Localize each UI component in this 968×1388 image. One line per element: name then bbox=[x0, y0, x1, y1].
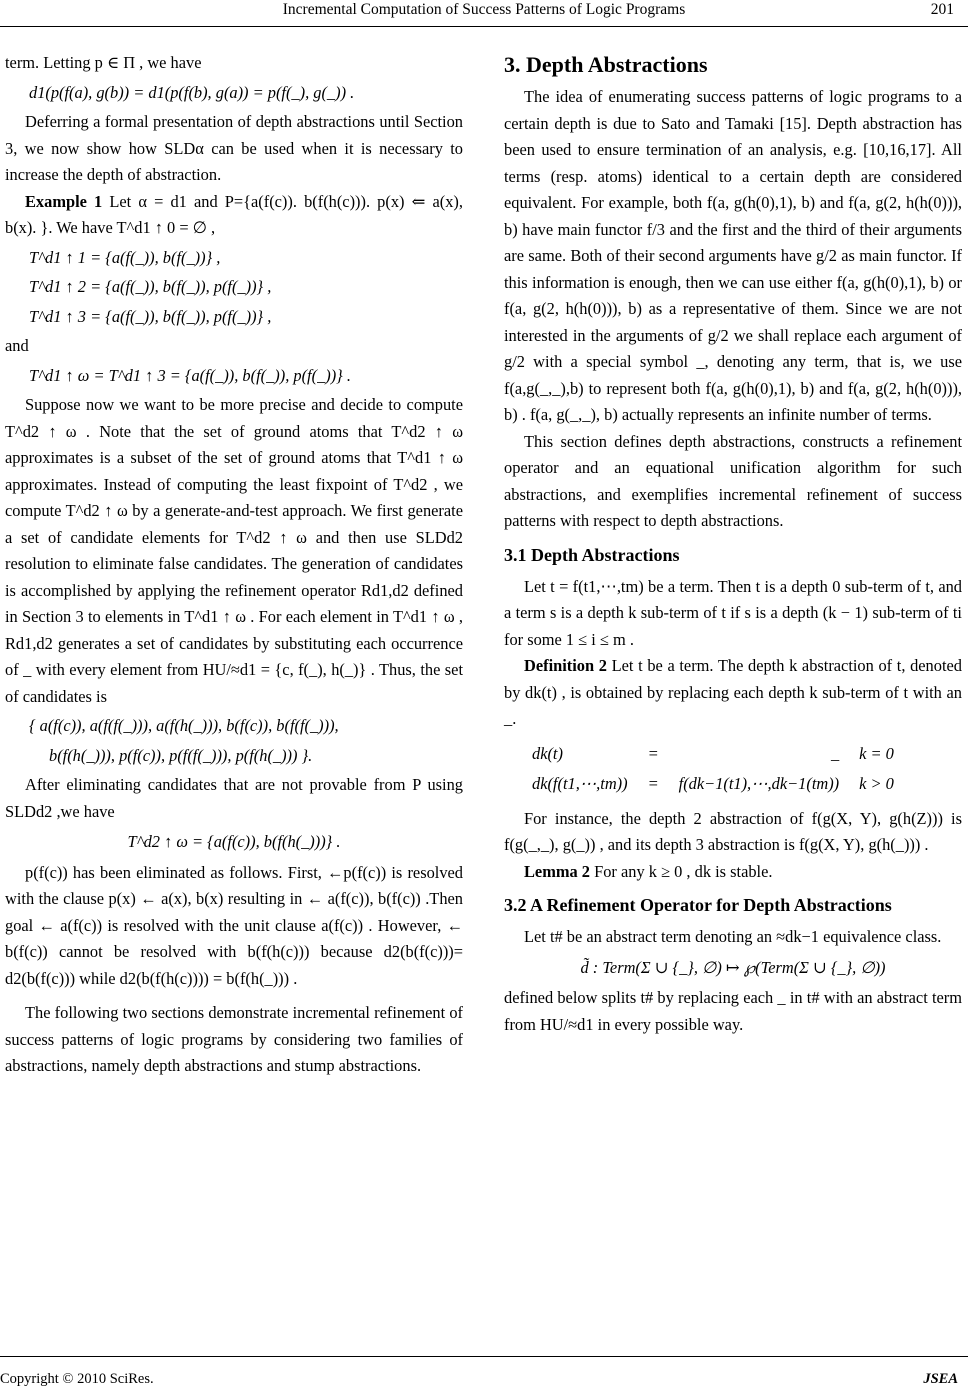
paragraph: This section defines depth abstractions, constructs a refinement operator and an equational unification algorithm for such abstractions, and exemplifies incremental refinement of success patterns with respect to depth abstractions. bbox=[504, 431, 962, 530]
paragraph: Suppose now we want to be more precise and decide to compute T^d2 ↑ ω . Note that the set of ground atoms that T^d2 ↑ ω approximates is a subset of the set of ground atoms that T^d1 ↑ ω approximates. Instead of computing the least fixpoint of T^d2 , we compute T^d2 ↑ ω by a generate-and-test approach. We first generate a set of candidate elements for T^d2 ↑ ω and then use SLDd2 resolution to eliminate false candidates. The generation of candidates is accomplished by applying the refinement operator Rd1,d2 defined in Section 3 to elements in T^d1 ↑ ω . For each element in T^d1 ↑ ω , Rd1,d2 generates a set of candidates by substituting each occurrence of _ with every element from HU/≈d1 = {c, f(_), h(_)} . Thus, the set of candidates is bbox=[5, 395, 463, 706]
table-row bbox=[522, 769, 904, 800]
equation: d1(p(f(a), g(b)) = d1(p(f(b), g(a)) = p(f(_), g(_)) . bbox=[29, 82, 355, 102]
cell: = bbox=[647, 743, 659, 763]
paragraph: term. Letting p ∈ Π , we have bbox=[5, 53, 202, 72]
equation: T^d2 ↑ ω = {a(f(c)), b(f(h(_)))} . bbox=[127, 832, 341, 851]
subsection-heading: 3.1 Depth Abstractions bbox=[504, 544, 680, 565]
definition-table bbox=[522, 739, 904, 800]
lemma-label: Lemma 2 bbox=[524, 861, 591, 881]
right-column bbox=[504, 50, 962, 1038]
equation: T^d1 ↑ 1 = {a(f(_)), b(f(_))} , bbox=[29, 247, 221, 267]
page-number: 201 bbox=[930, 1, 954, 18]
page-header bbox=[0, 0, 968, 27]
paragraph: The following two sections demonstrate incremental refinement of success patterns of logic programs by considering two families of abstractions, namely depth abstractions and stump abstractions. bbox=[5, 1003, 463, 1075]
paragraph: Let t = f(t1,⋯,tm) be a term. Then t is a depth 0 sub-term of t, and a term s is a depth k sub-term of t if s is a depth (k − 1) sub-term of ti for some 1 ≤ i ≤ m . bbox=[504, 576, 962, 649]
cell: f(dk−1(t1),⋯,dk−1(tm)) bbox=[678, 774, 840, 793]
paragraph: Deferring a formal presentation of depth abstractions until Section 3, we now show how SLDα can be used when it is necessary to increase the depth of abstraction. bbox=[5, 112, 463, 184]
lemma-2 bbox=[504, 859, 962, 886]
equation: b(f(h(_))), p(f(c)), p(f(f(_))), p(f(h(_))) }. bbox=[49, 745, 313, 765]
cell: _ bbox=[830, 743, 840, 763]
example-text: Let α = d1 and P={a(f(c)). b(f(h(c))). p(x) ⇐ a(x), b(x). }. We have T^d1 ↑ 0 = ∅ , bbox=[5, 191, 463, 237]
cell: dk(f(t1,⋯,tm)) bbox=[532, 774, 628, 793]
example-label: Example 1 bbox=[25, 191, 103, 211]
journal-name: JSEA bbox=[923, 1371, 958, 1387]
definition-2 bbox=[504, 653, 962, 733]
equation: { a(f(c)), a(f(f(_))), a(f(h(_))), b(f(c)), b(f(f(_))), bbox=[29, 716, 339, 735]
paragraph: Let t# be an abstract term denoting an ≈dk−1 equivalence class. bbox=[524, 927, 942, 946]
lemma-text: For any k ≥ 0 , dk is stable. bbox=[594, 861, 773, 881]
running-title: Incremental Computation of Success Patterns of Logic Programs bbox=[282, 1, 686, 18]
copyright: Copyright © 2010 SciRes. bbox=[0, 1371, 154, 1387]
section-heading: 3. Depth Abstractions bbox=[504, 52, 708, 77]
cell: k > 0 bbox=[859, 774, 894, 793]
cell: k = 0 bbox=[859, 743, 894, 763]
equation: d̃ : Term(Σ ∪ {_}, ∅) ↦ ℘(Term(Σ ∪ {_}, ∅)) bbox=[580, 957, 886, 977]
left-column bbox=[5, 50, 463, 1080]
table-row bbox=[522, 739, 904, 770]
equation: T^d1 ↑ 3 = {a(f(_)), b(f(_)), p(f(_))} , bbox=[29, 306, 272, 326]
equation: T^d1 ↑ 2 = {a(f(_)), b(f(_)), p(f(_))} , bbox=[29, 277, 272, 296]
definition-label: Definition 2 bbox=[524, 656, 607, 675]
page-footer bbox=[0, 1356, 968, 1387]
paragraph: p(f(c)) has been eliminated as follows. First, ←p(f(c)) is resolved with the clause p(x) ← a(x), b(x) resulting in ← a(f(c)), b(f(c)) .Then goal ← a(f(c)) is resolved with the unit clause a(f(c)) . However, ← b(f(c)) cannot be resolved with b(f(h(c))) because d2(b(f(c)))= d2(b(f(c))) while d2(b(f(h(c)))) = b(f(h(_))) . bbox=[5, 862, 463, 988]
cell: = bbox=[647, 774, 659, 793]
paragraph: For instance, the depth 2 abstraction of f(g(X, Y), g(h(Z))) is f(g(_,_), g(_)) , and its depth 3 abstraction is f(g(X, Y), g(h(_))) . bbox=[504, 808, 962, 854]
subsection-heading: 3.2 A Refinement Operator for Depth Abstractions bbox=[504, 895, 892, 915]
cell: dk(t) bbox=[532, 743, 563, 763]
definition-text: Let t be a term. The depth k abstraction of t, denoted by dk(t) , is obtained by replacing each depth k sub-term of t with an _. bbox=[504, 656, 962, 728]
paragraph: defined below splits t# by replacing each _ in t# with an abstract term from HU/≈d1 in every possible way. bbox=[504, 988, 962, 1034]
paragraph: and bbox=[5, 336, 29, 355]
example-1 bbox=[5, 189, 463, 242]
paragraph: After eliminating candidates that are not provable from P using SLDd2 ,we have bbox=[5, 775, 463, 821]
equation: T^d1 ↑ ω = T^d1 ↑ 3 = {a(f(_)), b(f(_)), p(f(_))} . bbox=[29, 365, 351, 385]
paragraph: The idea of enumerating success patterns of logic programs to a certain depth is due to Sato and Tamaki [15]. Depth abstraction has been used to ensure termination of an analysis, e.g. [10,16,17]. All terms (resp. atoms) identical to a certain depth are considered equivalent. For example, both f(a, g(h(0),1), b) and f(a, g(2, h(h(0))), b) have main functor f/3 and the first and the third of their arguments are same. Both of their second arguments have g/2 as main functor. If this information is enough, then we can use either f(a, g(h(0),1), b) or f(a, g(2, h(h(0))), b) as a representative of them. Since we are not interested in the arguments of g/2 we shall replace each argument of g/2 with a special symbol _, denoting any term, that is, we use f(a,g(_,_),b) to represent both f(a, g(h(0),1), b) and f(a, g(2, h(h(0))), b) . f(a, g(_,_), b) actually represents an infinite number of terms. bbox=[504, 87, 962, 424]
